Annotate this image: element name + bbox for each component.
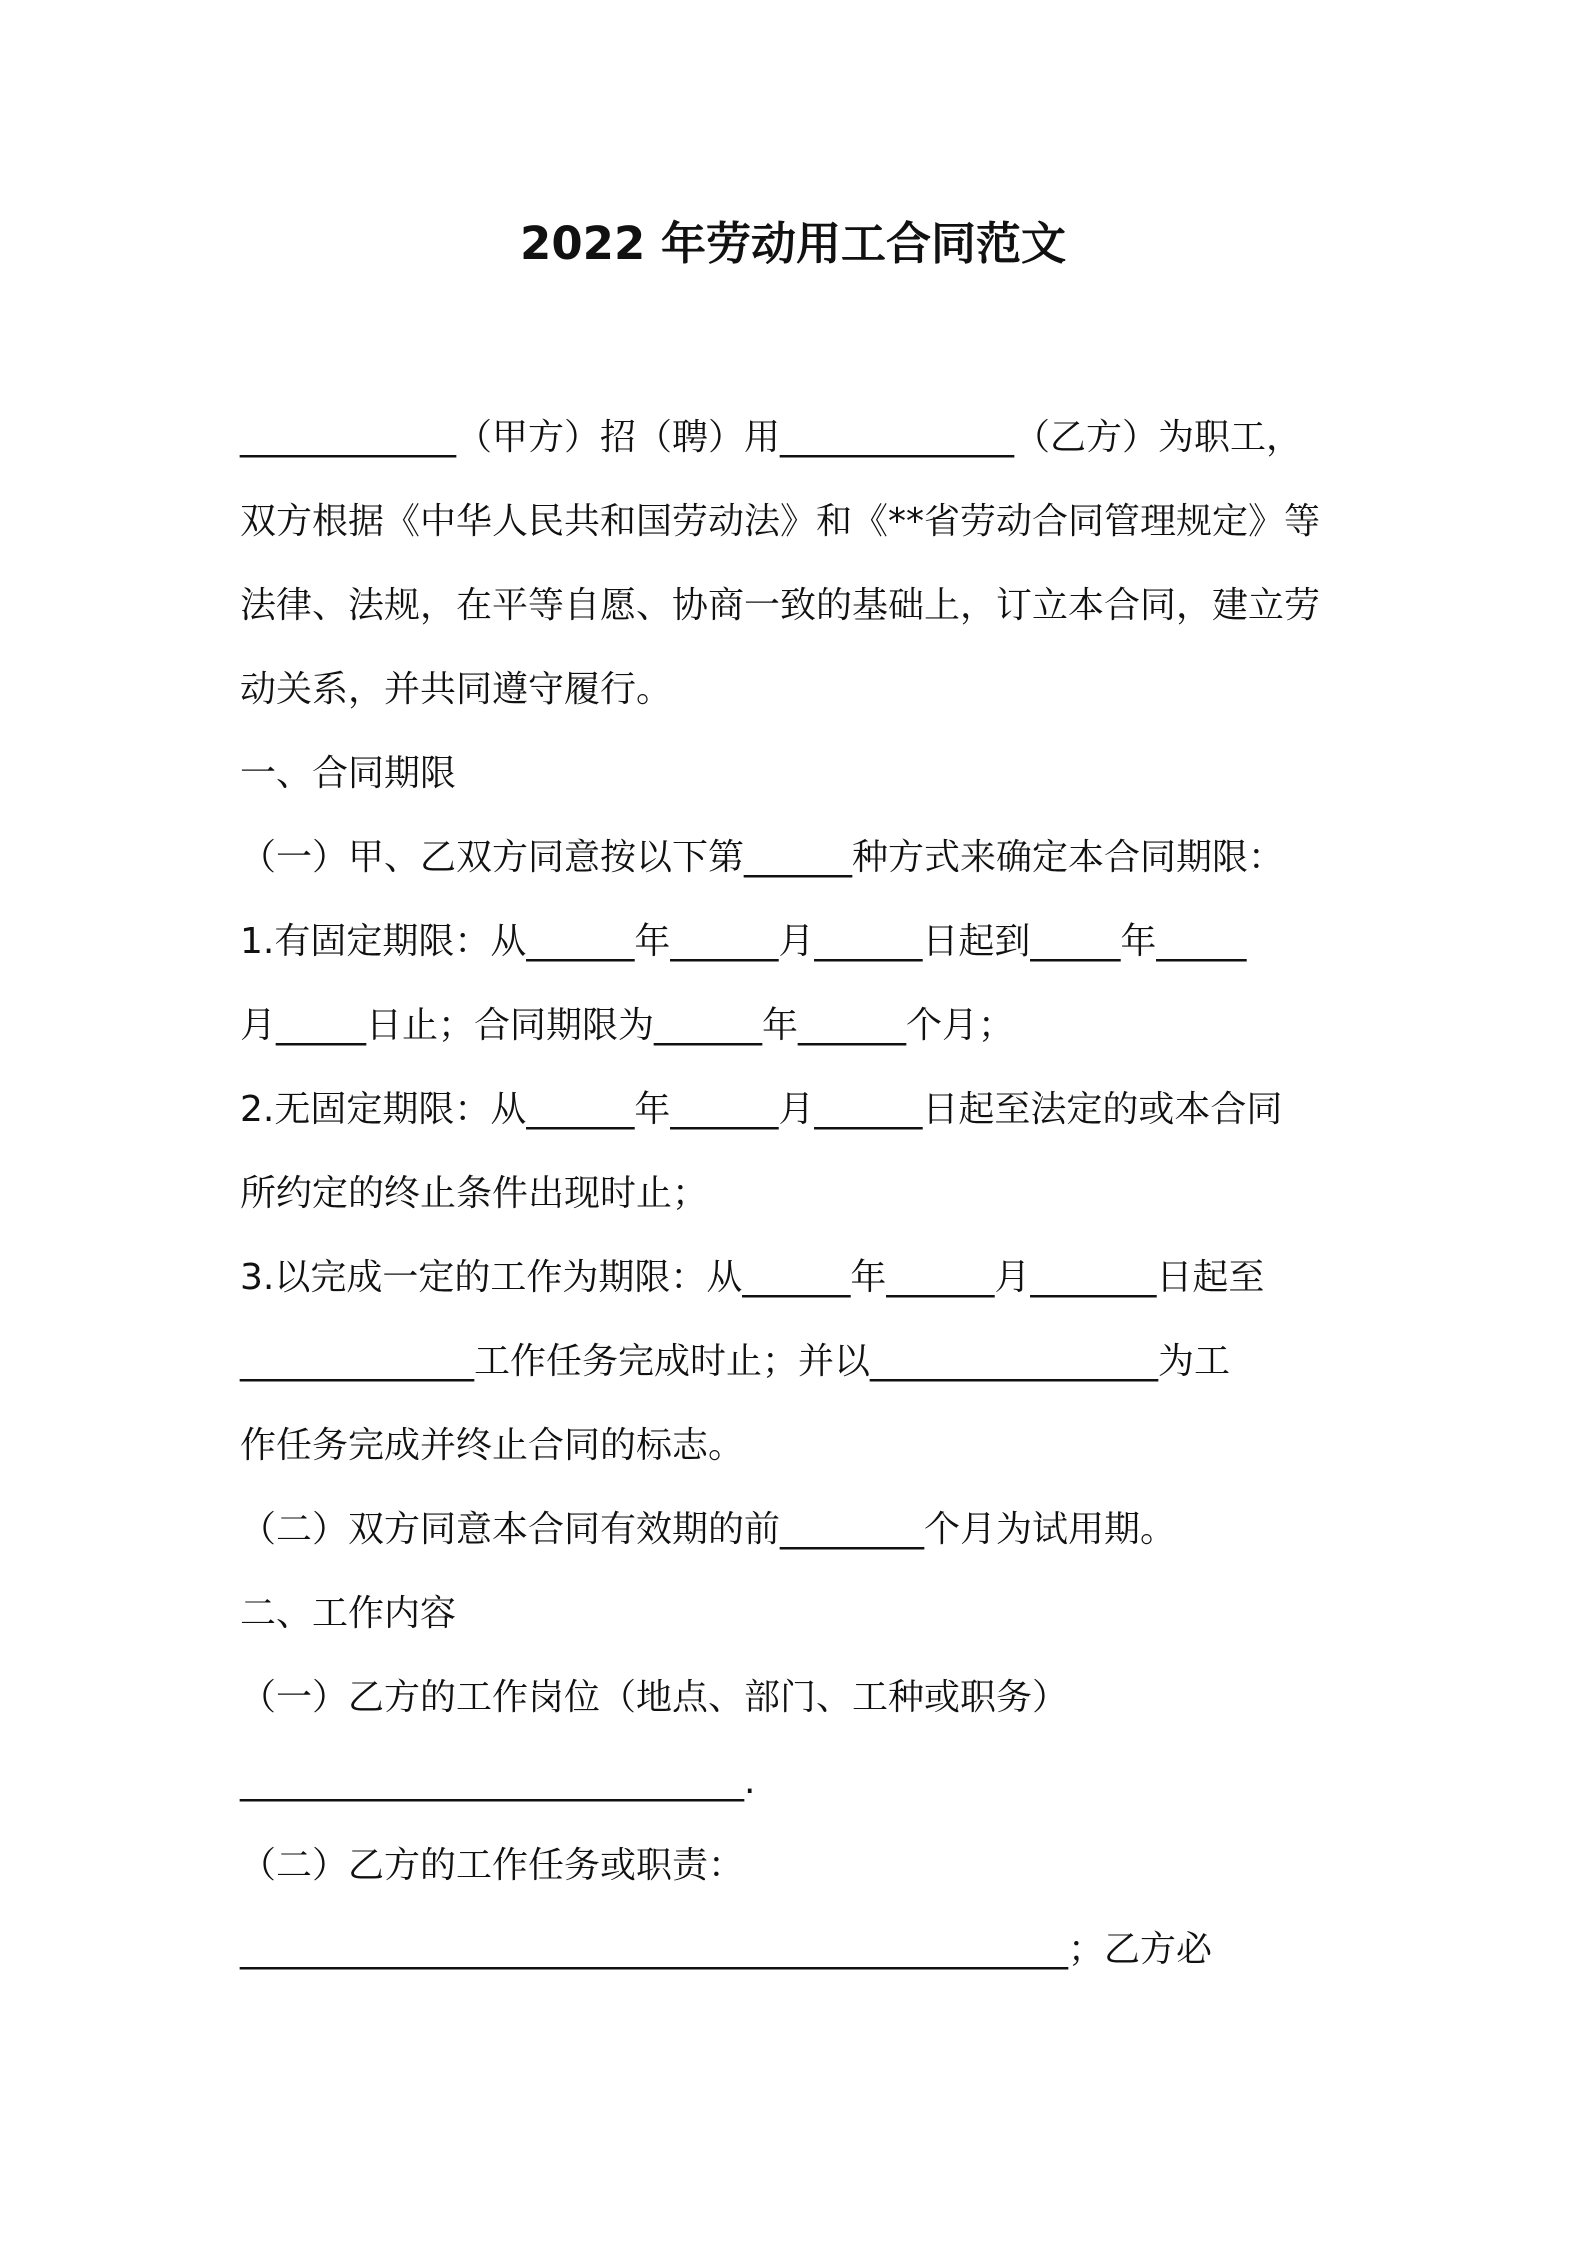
- body-line-3: 法律、法规，在平等自愿、协商一致的基础上，订立本合同，建立劳: [240, 585, 1321, 626]
- section-heading-2: 二、工作内容: [240, 1593, 457, 1634]
- document-title: 2022 年劳动用工合同范文: [520, 217, 1066, 270]
- body-line-4: 动关系，并共同遵守履行。: [240, 669, 673, 710]
- body-line-7: 1.有固定期限：从______年______月______日起到_____年_____: [240, 921, 1247, 962]
- body-line-17: ____________________________.: [240, 1761, 756, 1802]
- body-line-11: 3.以完成一定的工作为期限：从______年______月_______日起至: [240, 1257, 1265, 1298]
- body-line-2: 双方根据《中华人民共和国劳动法》和《**省劳动合同管理规定》等: [240, 501, 1321, 542]
- body-line-18: （二）乙方的工作任务或职责：: [240, 1845, 745, 1886]
- body-line-1: ____________（甲方）招（聘）用_____________（乙方）为职工，: [240, 417, 1303, 458]
- body-line-12: _____________工作任务完成时止；并以________________为工: [240, 1341, 1231, 1382]
- body-line-6: （一）甲、乙双方同意按以下第______种方式来确定本合同期限：: [240, 837, 1285, 878]
- body-line-8: 月_____日止；合同期限为______年______个月；: [240, 1005, 1015, 1046]
- section-heading-1: 一、合同期限: [240, 753, 457, 794]
- body-line-10: 所约定的终止条件出现时止；: [240, 1173, 709, 1214]
- body-line-14: （二）双方同意本合同有效期的前________个月为试用期。: [240, 1509, 1177, 1550]
- body-line-9: 2.无固定期限：从______年______月______日起至法定的或本合同: [240, 1089, 1283, 1130]
- body-line-19: ______________________________________________；乙方必: [240, 1929, 1213, 1970]
- body-line-16: （一）乙方的工作岗位（地点、部门、工种或职务）: [240, 1677, 1069, 1718]
- body-line-13: 作任务完成并终止合同的标志。: [240, 1425, 745, 1466]
